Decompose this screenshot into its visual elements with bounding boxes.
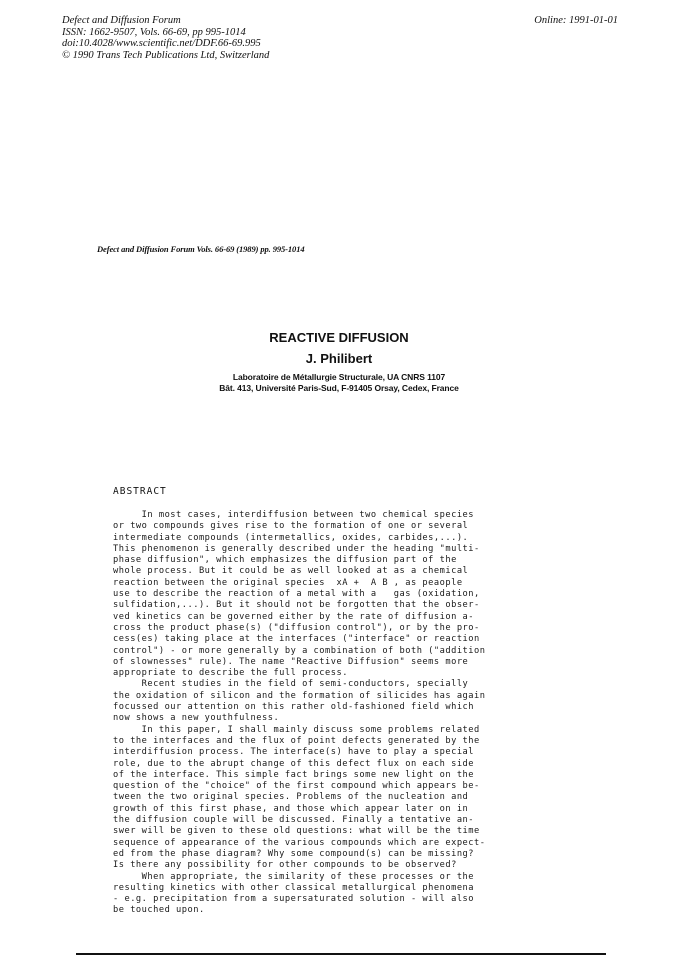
- abstract-line: now shows a new youthfulness.: [113, 713, 280, 724]
- abstract-line: use to describe the reaction of a metal with a gas (oxidation,: [113, 589, 480, 600]
- abstract-line: Is there any possibility for other compounds to be observed?: [113, 860, 457, 871]
- abstract-line: role, due to the abrupt change of this defect flux on each side: [113, 758, 475, 769]
- abstract-line: ed from the phase diagram? Why some compound(s) can be missing?: [113, 848, 475, 859]
- abstract-line: ved kinetics can be governed either by the rate of diffusion a-: [113, 611, 475, 622]
- abstract-line: reaction between the original species xA + A B , as peaople: [113, 577, 463, 588]
- abstract-line: focussed our attention on this rather old-fashioned field which: [113, 702, 475, 713]
- abstract-line: sulfidation,...). But it should not be forgotten that the obser-: [113, 600, 480, 611]
- abstract-line: the diffusion couple will be discussed. Finally a tentative an-: [113, 815, 475, 826]
- abstract-line: - e.g. precipitation from a supersaturated solution - will also: [113, 894, 475, 905]
- doi-line: doi:10.4028/www.scientific.net/DDF.66-69.995: [62, 38, 261, 49]
- journal-citation: Defect and Diffusion Forum Vols. 66-69 (1989) pp. 995-1014: [97, 244, 305, 254]
- footer-rule: [76, 953, 606, 955]
- abstract-line: intermediate compounds (intermetallics, oxides, carbides,...).: [113, 532, 469, 543]
- publication-info: [62, 15, 269, 61]
- abstract-line: growth of this first phase, and those which appear later on in: [113, 803, 469, 814]
- abstract-line: whole process. But it could be as well looked at as a chemical: [113, 566, 469, 577]
- abstract-line: to the interfaces and the flux of point defects generated by the: [113, 735, 480, 746]
- abstract-line: In this paper, I shall mainly discuss some problems related: [113, 724, 480, 735]
- abstract-line: of the interface. This simple fact brings some new light on the: [113, 769, 475, 780]
- abstract-line: sequence of appearance of the various compounds which are expect-: [113, 837, 486, 848]
- abstract-line: This phenomenon is generally described under the heading "multi-: [113, 543, 480, 554]
- affiliation-line-1: Laboratoire de Métallurgie Structurale, UA CNRS 1107: [232, 372, 446, 382]
- abstract-line: phase diffusion", which emphasizes the diffusion part of the: [113, 555, 457, 566]
- abstract-line: Recent studies in the field of semi-conductors, specially: [113, 679, 469, 690]
- abstract-line: of slownesses" rule). The name "Reactive Diffusion" seems more: [113, 656, 469, 667]
- online-date: Online: 1991-01-01: [534, 15, 618, 26]
- abstract-line: cess(es) taking place at the interfaces ("interface" or reaction: [113, 634, 480, 645]
- abstract-line: question of the "choice" of the first compound which appears be-: [113, 781, 480, 792]
- abstract-line: tween the two original species. Problems of the nucleation and: [113, 792, 469, 803]
- abstract-line: the oxidation of silicon and the formation of silicides has again: [113, 690, 486, 701]
- abstract-body: [113, 510, 573, 917]
- affiliation-line-2: Bât. 413, Université Paris-Sud, F-91405 Orsay, Cedex, France: [219, 383, 459, 393]
- abstract-line: When appropriate, the similarity of these processes or the: [113, 871, 475, 882]
- abstract-line: control") - or more generally by a combination of both ("addition: [113, 645, 486, 656]
- abstract-line: cross the product phase(s) ("diffusion control"), or by the pro-: [113, 622, 480, 633]
- abstract-line: be touched upon.: [113, 905, 205, 916]
- abstract-line: resulting kinetics with other classical metallurgical phenomena: [113, 882, 475, 893]
- issn-line: ISSN: 1662-9507, Vols. 66-69, pp 995-1014: [62, 26, 246, 38]
- abstract-line: In most cases, interdiffusion between two chemical species: [113, 510, 475, 520]
- copyright-line: © 1990 Trans Tech Publications Ltd, Switzerland: [62, 49, 270, 61]
- journal-name: Defect and Diffusion Forum: [62, 15, 181, 26]
- abstract-heading: ABSTRACT: [113, 486, 167, 497]
- abstract-line: interdiffusion process. The interface(s) have to play a special: [113, 747, 475, 758]
- abstract-line: or two compounds gives rise to the formation of one or several: [113, 521, 469, 532]
- abstract-line: swer will be given to these old questions: what will be the time: [113, 826, 480, 837]
- author-name: J. Philibert: [305, 351, 373, 366]
- abstract-line: appropriate to describe the full process.: [113, 668, 348, 679]
- affiliation: [0, 372, 678, 394]
- paper-title: REACTIVE DIFFUSION: [269, 330, 409, 345]
